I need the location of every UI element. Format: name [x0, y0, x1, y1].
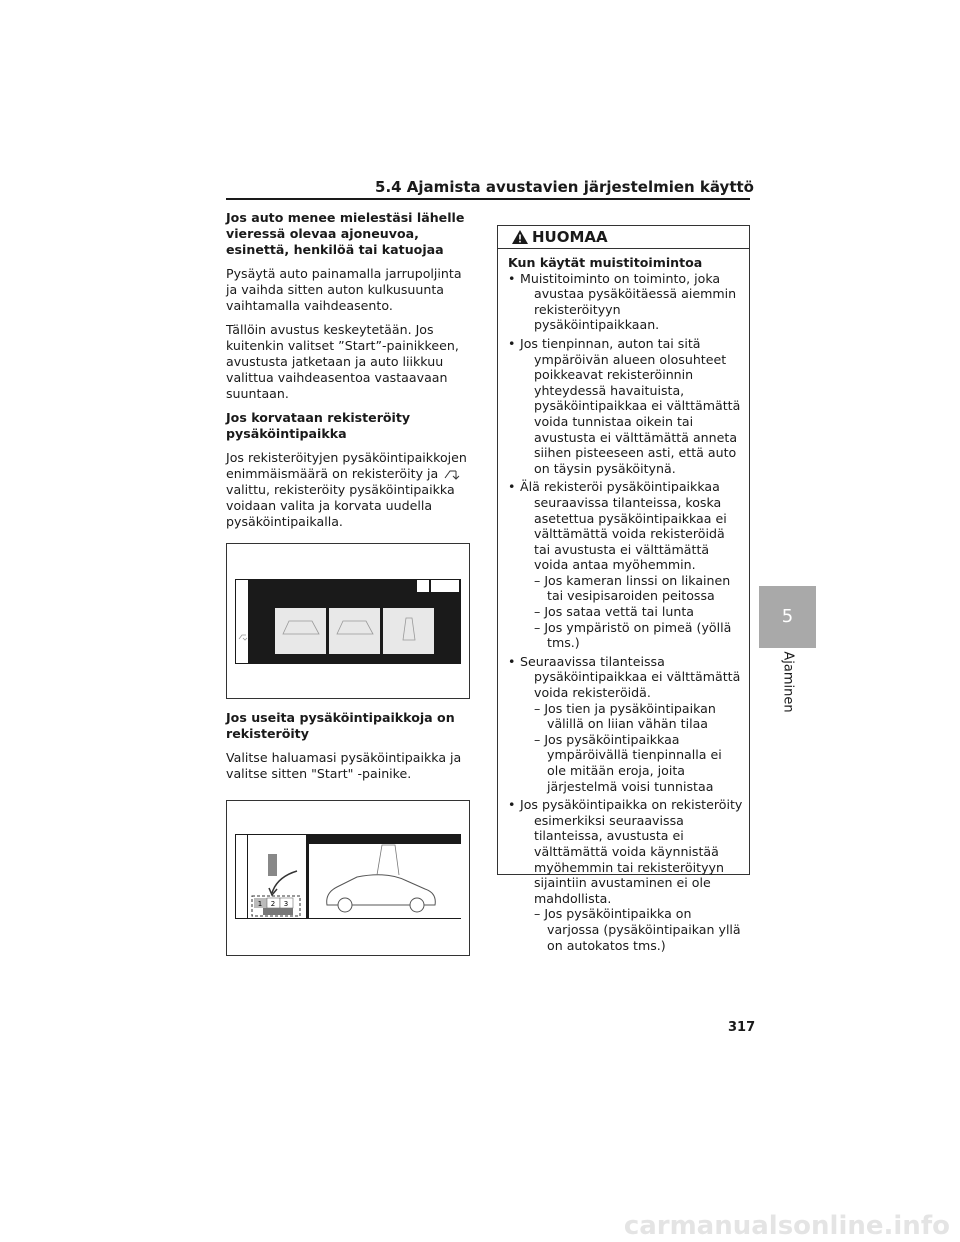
slot-label-3: 3 — [283, 900, 289, 908]
notice-title: HUOMAA — [532, 228, 608, 246]
slot-label-2: 2 — [270, 900, 276, 908]
heading-near-object: Jos auto menee mielestäsi lähelle vieressä olevaa ajoneuvoa, esinettä, henkilöä tai katuojaa — [226, 210, 465, 257]
replace-parking-icon — [442, 468, 460, 480]
notice-list — [508, 271, 743, 954]
warning-icon — [512, 230, 528, 244]
notice-item-text: Älä rekisteröi pysäköintipaikkaa seuraavissa tilanteissa, koska asetettua pysäköintipaikkaa ei välttämättä voida rekisteröidä tai avustusta ei välttämättä voida antaa myöhemmin. — [520, 479, 727, 573]
dash-marker: – — [534, 906, 545, 922]
paragraph-replace-b: valittu, rekisteröity pysäköintipaikka voidaan valita ja korvata uudella pysäköintipaikalla. — [226, 482, 455, 529]
notice-item — [508, 271, 743, 333]
left-column-2 — [226, 710, 471, 790]
notice-item-text: Jos pysäköintipaikka on rekisteröity esimerkiksi seuraavissa tilanteissa, avustusta ei välttämättä voida käynnistää myöhemmin tai rekisteröityyn sijaintiin avustaminen ei ole mahdollista. — [520, 797, 743, 906]
dash-marker: – — [534, 619, 545, 635]
notice-subitem — [520, 620, 743, 651]
notice-subitem-text: Jos pysäköintipaikkaa ympäröivällä tienpinnalla ei ole mitään eroja, joita järjestelmä voisi tunnistaa — [544, 731, 722, 794]
notice-subitem — [520, 906, 743, 953]
notice-subitem-text: Jos kameran linssi on likainen tai vesipisaroiden peitossa — [544, 572, 731, 604]
notice-subitem-text: Jos pysäköintipaikka on varjossa (pysäköintipaikan yllä on autokatos tms.) — [544, 906, 741, 953]
paragraph-replace-a: Jos rekisteröityjen pysäköintipaikkojen enimmäismäärä on rekisteröity ja — [226, 450, 467, 481]
bullet: • — [508, 270, 516, 286]
bullet: • — [508, 479, 516, 495]
paragraph-select-start: Valitse haluamasi pysäköintipaikka ja valitse sitten "Start" -painike. — [226, 750, 462, 781]
bullet: • — [508, 335, 516, 351]
paragraph-stop: Pysäytä auto painamalla jarrupoljinta ja vaihda sitten auton kulkusuunta vaihtamalla vaihdeasento. — [226, 266, 462, 313]
notice-subitem-text: Jos tien ja pysäköintipaikan välillä on liian vähän tilaa — [544, 700, 716, 732]
dash-marker: – — [534, 604, 545, 620]
header-rule — [226, 198, 750, 200]
notice-subitem — [520, 732, 743, 794]
notice-subitem — [520, 573, 743, 604]
header-title: 5.4 Ajamista avustavien järjestelmien käyttö — [375, 178, 754, 196]
figure-select-parking — [226, 800, 470, 956]
heading-replace-registered: Jos korvataan rekisteröity pysäköintipaikka — [226, 410, 411, 441]
watermark-text: carmanualsonline.info — [623, 1211, 950, 1241]
chapter-label — [779, 650, 797, 714]
notice-subtitle: Kun käytät muistitoimintoa — [508, 255, 703, 270]
bullet: • — [508, 653, 516, 669]
heading-multiple-registered: Jos useita pysäköintipaikkoja on rekisteröity — [226, 710, 455, 741]
notice-subitem-text: Jos sataa vettä tai lunta — [544, 604, 695, 620]
paragraph-replace — [226, 450, 471, 530]
notice-subitem — [520, 604, 743, 620]
notice-item — [508, 479, 743, 651]
notice-item — [508, 654, 743, 794]
bullet: • — [508, 797, 516, 813]
notice-item-text: Seuraavissa tilanteissa pysäköintipaikkaa ei välttämättä voida rekisteröidä. — [520, 653, 741, 701]
notice-subitem-text: Jos ympäristö on pimeä (yöllä tms.) — [544, 619, 732, 651]
left-column — [226, 210, 471, 538]
notice-item-text: Jos tienpinnan, auton tai sitä ympäröivän alueen olosuhteet poikkeavat rekisteröinnin yhteydessä havaituista, pysäköintipaikkaa ei välttämättä voida tunnistaa oikein tai avustusta ei välttämättä anneta siihen pisteeseen asti, että auto on täysin pysäköitynä. — [520, 335, 741, 476]
dash-marker: – — [534, 731, 545, 747]
figure-replace-screen — [226, 543, 470, 699]
dash-marker: – — [534, 700, 545, 716]
page-number: 317 — [728, 1020, 756, 1035]
dash-marker: – — [534, 572, 545, 588]
notice-subitem — [520, 701, 743, 732]
notice-body — [498, 249, 749, 953]
notice-title-bar — [498, 226, 749, 249]
notice-item — [508, 336, 743, 476]
notice-item-text: Muistitoiminto on toiminto, joka avustaa pysäköitäessä aiemmin rekisteröityyn pysäköintipaikkaan. — [520, 270, 737, 333]
screen-illustration — [227, 544, 469, 698]
watermark — [0, 1210, 960, 1242]
slot-label-1: 1 — [257, 900, 263, 908]
paragraph-assist-paused: Tällöin avustus keskeytetään. Jos kuitenkin valitset ”Start”-painikkeen, avustusta jatketaan ja auto liikkuu valittua vaihdeasentoa vastaavaan suuntaan. — [226, 322, 459, 401]
notice-box — [497, 225, 750, 953]
chapter-label-text: Ajaminen — [780, 651, 796, 713]
screen-illustration-2 — [227, 801, 469, 955]
chapter-tab: 5 — [759, 586, 816, 648]
notice-item — [508, 797, 743, 953]
